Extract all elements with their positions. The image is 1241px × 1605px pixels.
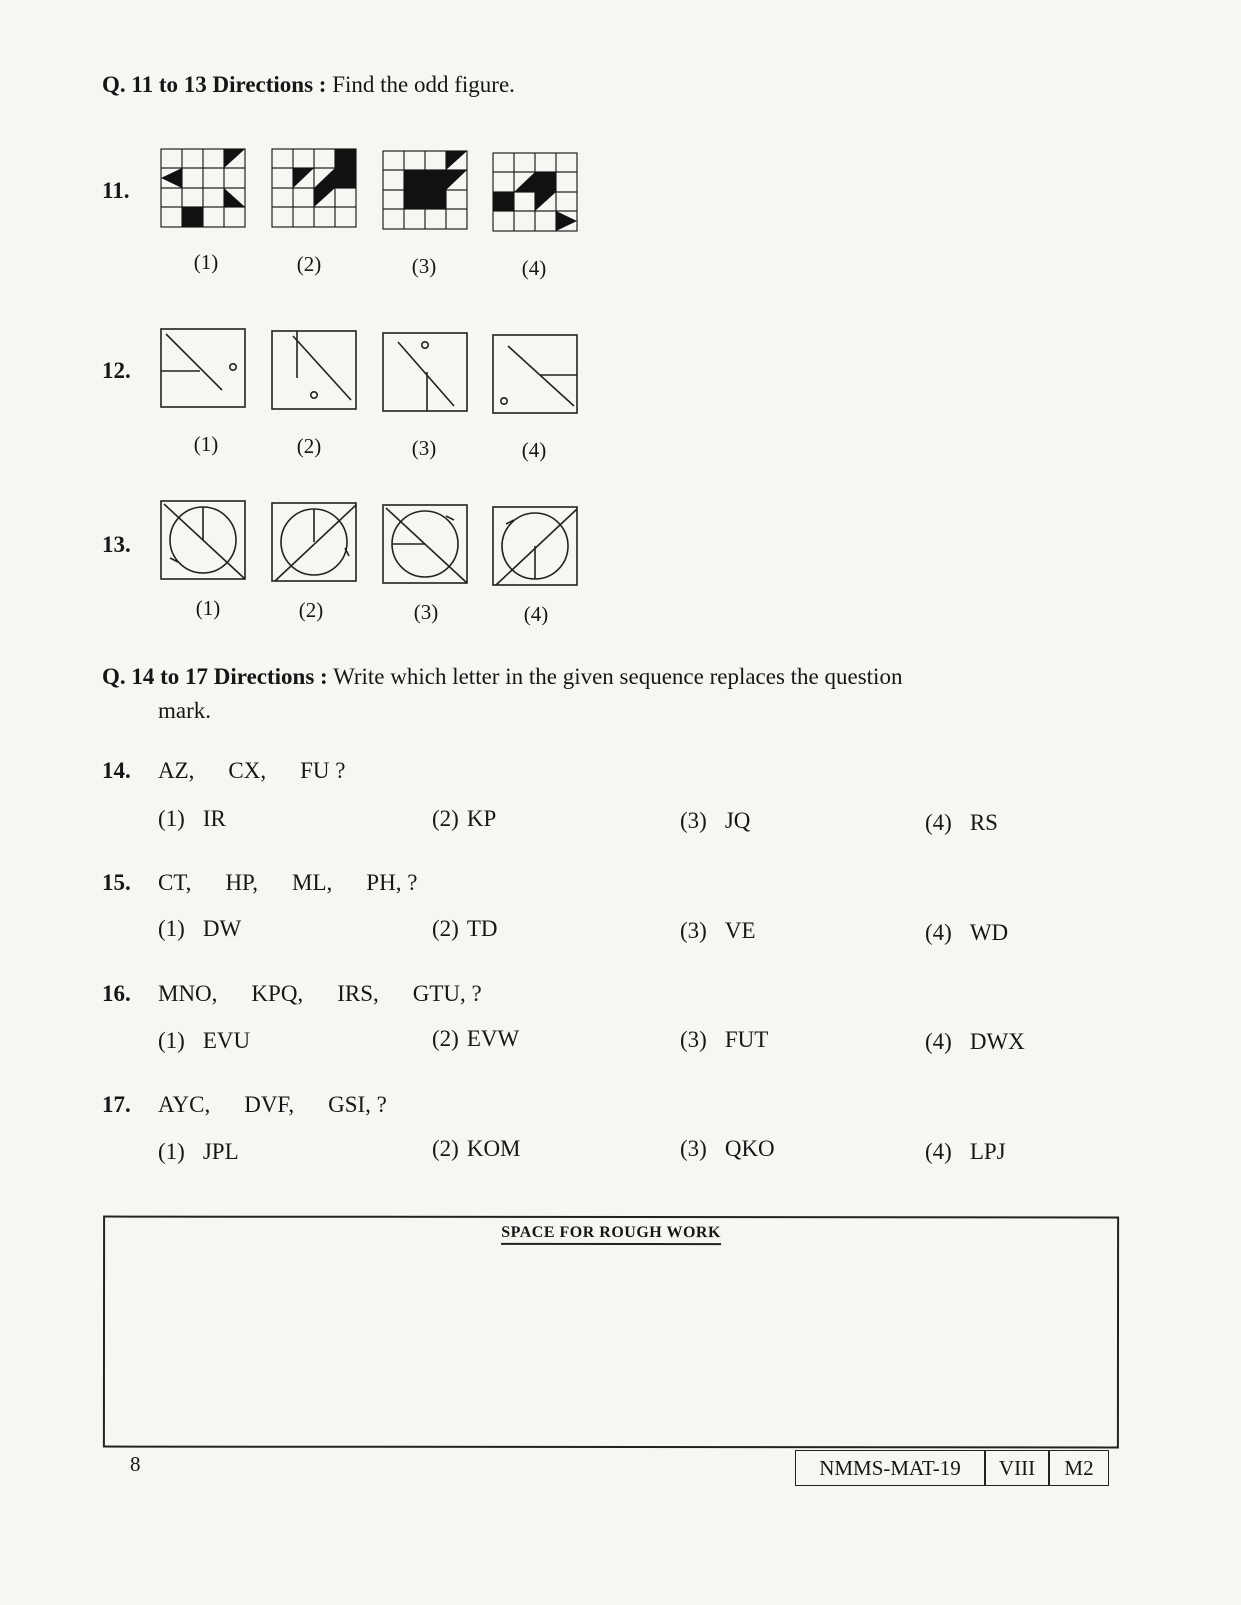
letter-sequence [158,1092,421,1118]
option-number: (3) [680,808,707,833]
sequence-term: HP, [225,870,259,895]
sequence-term: AZ, [158,758,195,783]
sequence-term: IRS, [337,981,379,1006]
question-number: 12. [102,358,131,383]
answer-option[interactable] [158,1139,239,1165]
answer-option[interactable] [432,806,496,832]
answer-option[interactable] [680,1027,768,1053]
option-number: (3) [680,918,707,943]
directions-heading: Q. 11 to 13 Directions : [102,72,327,97]
rough-work-title [105,1224,1117,1243]
answer-option[interactable] [158,1028,250,1054]
set-code: M2 [1049,1450,1109,1486]
q12-figure-3[interactable] [382,332,468,412]
option-label: (3) [411,254,437,278]
question-number: 11. [102,178,130,203]
q11-figure-3[interactable] [382,150,468,230]
question-number: 14. [102,758,131,783]
q13-figure-2[interactable] [271,502,357,582]
option-number: (4) [925,920,952,945]
option-number: (1) [158,1028,185,1053]
answer-option[interactable] [680,918,756,944]
question-number: 16. [102,981,131,1006]
option-value: DW [202,916,242,941]
sequence-term: ML, [292,870,333,895]
option-value: JQ [724,808,751,833]
q12-figure-1[interactable] [160,328,246,408]
option-number: (4) [925,1139,952,1164]
answer-option[interactable] [925,1029,1025,1055]
option-value: LPJ [969,1139,1006,1164]
option-value: KP [466,806,497,831]
q12-figure-4[interactable] [492,334,578,414]
option-value: JPL [202,1139,239,1164]
option-number: (3) [680,1027,707,1052]
q11-figure-4[interactable] [492,152,578,232]
sequence-term: DVF, [244,1092,295,1117]
q13-figure-4[interactable] [492,506,578,586]
sequence-term: KPQ, [251,981,304,1006]
letter-sequence [158,870,451,896]
option-number: (4) [925,810,952,835]
option-value: RS [969,810,998,835]
directions-text: Find the odd figure. [332,72,515,97]
option-number: (2) [432,806,459,831]
option-value: DWX [969,1029,1025,1054]
q11-figure-2[interactable] [271,148,357,228]
option-label: (1) [195,596,221,620]
answer-option[interactable] [432,916,498,942]
rough-work-box [103,1216,1119,1449]
option-value: FUT [724,1027,769,1052]
sequence-term: CT, [158,870,192,895]
sequence-term: PH, ? [366,870,418,895]
option-number: (4) [925,1029,952,1054]
sequence-term: MNO, [158,981,218,1006]
answer-option[interactable] [925,920,1008,946]
answer-option[interactable] [158,916,241,942]
sequence-term: AYC, [158,1092,211,1117]
directions-14-17 [102,660,1122,694]
rough-work-label: SPACE FOR ROUGH WORK [501,1224,721,1245]
option-label: (2) [298,598,324,622]
option-number: (2) [432,1136,459,1161]
page-number: 8 [130,1452,141,1476]
directions-text: Write which letter in the given sequence replaces the question [333,664,903,689]
option-value: IR [202,806,226,831]
option-number: (2) [432,916,459,941]
question-number: 15. [102,870,131,895]
class-code: VIII [985,1450,1049,1486]
answer-option[interactable] [680,808,750,834]
letter-sequence [158,981,516,1007]
option-value: QKO [724,1136,775,1161]
option-number: (1) [158,916,185,941]
option-number: (1) [158,806,185,831]
option-value: WD [969,920,1009,945]
question-number: 17. [102,1092,131,1117]
directions-11-13 [102,68,515,102]
answer-option[interactable] [432,1136,521,1162]
option-value: KOM [466,1136,521,1161]
sequence-term: CX, [228,758,267,783]
option-number: (3) [680,1136,707,1161]
sequence-term: GSI, ? [328,1092,387,1117]
directions-heading: Q. 14 to 17 Directions : [102,664,328,689]
option-number: (1) [158,1139,185,1164]
paper-code: NMMS-MAT-19 [795,1450,985,1486]
letter-sequence [158,758,380,784]
q12-figure-2[interactable] [271,330,357,410]
q11-figure-1[interactable] [160,148,246,228]
option-value: EVW [466,1026,520,1051]
option-value: EVU [202,1028,251,1053]
option-label: (4) [521,256,547,280]
option-label: (1) [193,250,219,274]
question-number: 13. [102,532,131,557]
directions-text-continued: mark. [158,698,212,723]
sequence-term: FU ? [300,758,346,783]
answer-option[interactable] [925,810,998,836]
option-label: (3) [413,600,439,624]
option-label: (2) [296,252,322,276]
answer-option[interactable] [158,806,226,832]
option-value: VE [724,918,756,943]
sequence-term: GTU, ? [412,981,482,1006]
option-label: (2) [296,434,322,458]
option-label: (3) [411,436,437,460]
answer-option[interactable] [925,1139,1006,1165]
option-label: (4) [521,438,547,462]
option-label: (1) [193,432,219,456]
option-number: (2) [432,1026,459,1051]
q13-figure-1[interactable] [160,500,246,580]
answer-option[interactable] [680,1136,775,1162]
answer-option[interactable] [432,1026,519,1052]
q13-figure-3[interactable] [382,504,468,584]
option-value: TD [466,916,498,941]
option-label: (4) [523,602,549,626]
